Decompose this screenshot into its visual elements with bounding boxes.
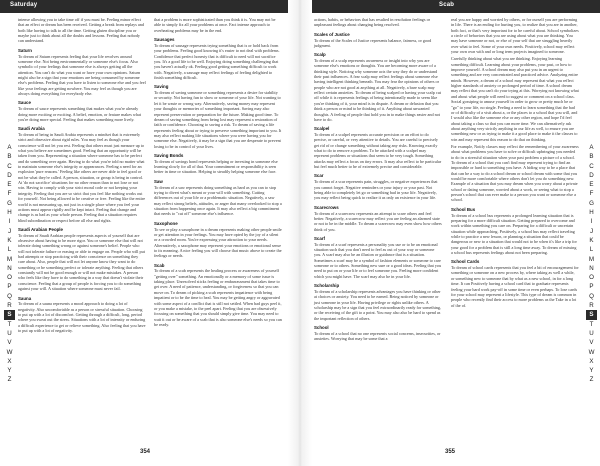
alphabet-tab-d[interactable]: D bbox=[589, 171, 594, 179]
entry-paragraph: To dream of a scarecrow represents an attempt to scare others and feel better. Negatively, a scarecrow may reflect you are feeling an alarmed state or not to be in the middle. To dream a scarecrow may even show how others think of you. bbox=[314, 210, 442, 232]
right-column-1 bbox=[314, 17, 442, 344]
entry-paragraph: To dream of sauce represents something that makes what you're already doing more exciting or exciting. A belief, emotion, or feature makes what you're doing more special. Feeling that makes something more lively. bbox=[18, 106, 142, 122]
entry-paragraph: intense allowing you to take time off if you must be. Feeling minor effect that an effect or dream has been received. Getting a break from replays and both like having to talk to all the time. Getting gluten discipline you or maybe just to think about all the doubts and lessons. Feeling that nobody can understand. bbox=[18, 17, 144, 44]
alphabet-tab-a[interactable]: A bbox=[7, 144, 12, 151]
alphabet-tab-x[interactable]: X bbox=[589, 357, 594, 365]
alphabet-tab-b[interactable]: B bbox=[589, 153, 594, 161]
entry-heading: Saxophone bbox=[154, 220, 178, 226]
entry-heading: Saving Bonds bbox=[154, 152, 184, 158]
entry-heading: Scab bbox=[154, 262, 165, 268]
alphabet-tab-r[interactable]: R bbox=[589, 302, 594, 310]
alphabet-tab-l[interactable]: L bbox=[589, 246, 594, 254]
alphabet-tab-q[interactable]: Q bbox=[7, 292, 12, 300]
alphabet-tab-r[interactable]: R bbox=[7, 302, 12, 310]
alphabet-tab-e[interactable]: E bbox=[589, 181, 594, 189]
alphabet-tab-x[interactable]: X bbox=[7, 357, 12, 365]
right-page bbox=[300, 0, 600, 466]
alphabet-tab-n[interactable]: N bbox=[7, 264, 12, 272]
entry-paragraph: To dream of a scholarship represents advantages you have thinking or other at choices or anxiety. You need to be earned. Being noticed by someone or just someone in your life. Having privilege or rights unlike others. A scholarship may be a sign that you feel extraordinarily ready for something, or the receiving of the gift to a point. You may also also be hard to spend as the important reflection of others. bbox=[314, 288, 441, 321]
alphabet-tab-z[interactable]: Z bbox=[589, 376, 594, 384]
entry-heading: Sauna bbox=[18, 295, 32, 301]
alphabet-tab-c[interactable]: C bbox=[589, 162, 594, 170]
entry-heading: Saturn bbox=[18, 47, 32, 53]
alphabet-tab-v[interactable]: V bbox=[589, 339, 594, 347]
alphabet-tab-o[interactable]: O bbox=[589, 274, 594, 282]
entry-paragraph: To dream of Saudi Arabian people represents aspects of yourself that are obsessive about having to be more rigor. You or someone else that will not tolerate doing something wrong or against someone's belief. People who will not tolerate failure or erasing or able to engage on. People who will put bad attempts or stop practicing with their conscience on something they care about. Also, people that will not let anyone know they want to do something or be something perfect or tolerate anything. Feeling that others constantly will not be good enough or will not make mistakes. A person who feels like they have to do something in a way that doesn't violate their conscience. Feeling that a group of people is forcing you to do something against your will. A situation where someone must never fail. bbox=[18, 232, 145, 292]
entry-paragraph: To dream of being in Saudi Arabia represents a mindset that is extremely strict and obsessive about rigid rules. You may feel as though your conscience will not let you rest. Feeling that others must just measure up to what you believe are sometimes good. Feeling that an opportunity will be taken from you. Representing a situation where someone has to be perfect and do something over again. Having to do what you're told no matter what to maintain someone else's integrity or appearances. Feeling a need for an explosion 'pure reasons.' Feeling like others are never able to feel good or not be what they're called. A person, situation, or group is being in control. At 'do not sacrifice' situations for no other reason than to not lose or not win. Having to comply with your strict moral code or not keeping your integrity. Feeling that you are so strict that you feel like nothing works out for yourself. Not being allowed to be creative or free. Feeling like the entire world is not measuring up, not just in a single place where you feel your actions must appear rigidly and be kept intact. Feeling that change and change is as bad as your whole person. Feeling that a situation requires blind subordination or respect before all else and rights. bbox=[18, 132, 146, 223]
entry-paragraph: To dream of savings bond represents helping or investing in someone else learning slowly for all of that. Your commitment or responsibility is seen better in time or situation. Helping to steadily helping someone else face. bbox=[154, 158, 278, 175]
left-header-bar bbox=[0, 0, 300, 13]
alphabet-tab-j[interactable]: J bbox=[589, 227, 594, 235]
alphabet-tab-f[interactable]: F bbox=[589, 190, 594, 198]
alphabet-tab-a[interactable]: A bbox=[589, 144, 594, 151]
right-page-number: 355 bbox=[445, 449, 456, 455]
entry-paragraph: To dream of a scab represents the healing process or awareness of yourself "getting over" something. An emotionally or a memory of some issue is taking place. Unresolved sticks feeling or embarrassment that takes time to get over. A need of patience, understanding, or forgiveness so that you can move on. To dream of picking a scab represents impatience with being impatient or to be the time to heal. You may be getting angry or aggravated with some aspect of a conflict that is still not settled. When bad guys peel it, or you make a mistake, to the peel apart. Feeling that you are obsessively focusing on something that you should simply give time. You may need to wait it out or be aware of a scab that is also someone else's needs so you can be ready. bbox=[154, 268, 282, 327]
alphabet-tab-i[interactable]: I bbox=[8, 218, 11, 226]
entry-heading: Saw bbox=[154, 178, 163, 184]
alphabet-tab-m[interactable]: M bbox=[588, 255, 595, 263]
entry-paragraph: To dream of a scar represents pain, struggles, or negative experiences that you cannot forget. Negative reminders or your injury or your past. Not being able to completely let go or something bad in your life. Negatively, you may reflect being quick to realize it as only an existence in your life. bbox=[314, 179, 438, 201]
alphabet-tab-l[interactable]: L bbox=[7, 246, 12, 254]
alphabet-tab-t[interactable]: T bbox=[589, 320, 594, 328]
left-alphabet-index bbox=[4, 143, 15, 385]
alphabet-tab-h[interactable]: H bbox=[7, 209, 12, 217]
alphabet-tab-e[interactable]: E bbox=[7, 181, 12, 189]
entry-heading: Saving bbox=[154, 84, 169, 90]
entry-paragraph: Carefully thinking about what you are thinking. Enjoying learning something difficult. Learning about your problems, your past, or how to improve yourself. A school dream may also put you in an urgent to something and are very concentrated and practiced advice. Analyzing entire minds. However, a dream of a school may represent that what you reflect higher standards of anxiety or prolonged period of time. A school dream may reflect that you can't do your trying at this. Worrying not knowing what and about what people will need to suggest or comment on a school class. Social gossiping to amuse yourself in order to grow or pretty much be or "go" to your life, no single. Feeling a need to learn something that the bad or of difficulty of a visit about a, or the places to a school that you will, and I would also like the someone else or any other region, and hope I'd feel about taking a class so that you can more time. We can alternatively ask about anything very strictly anything in our life as well, to ensure you are something new or as trying to make it a good place to make it the classes to win and may represent this reason to do that on thinking. bbox=[451, 56, 579, 142]
entry-paragraph: To dream of a scalp represents awareness or insight into why you are someone else's emotions or thoughts. You are becoming more aware of a thinking style. Noticing why someone acts the way they do or understand their past influences. A fear scalp may reflect feelings about someone else having intelligent thinking beneath. You may fear the opinions of others or people who are not good at anything at all. Negatively, a bare scalp may reflect certain anxieties. To dream of being scalped or having your scalp cut off while it is represents feelings of being intentionally made to seem like you're thinking of it, your mind is in dispute. A dream or delusion that you think a person or mind to be thinking of it. Anything about unwanted thoughts. A feeling of people that hold you in to make things easier and not have to do. bbox=[314, 58, 441, 122]
entry-paragraph: To dream of a scalpel represents accurate precision or an effort to do precise, or careful, or very attentive to details. You are careful to precisely get rid of or change something without taking any risks. Knowing exactly what to do to remove a problem. To be attacked with a scalpel may represent problems or situations that seem to be very tough. Something attacks may reflect a focus on tiny errors. It may also reflect to be particular but feel much better to be of extremely precise and considerable. bbox=[314, 132, 442, 170]
alphabet-tab-b[interactable]: B bbox=[7, 153, 12, 161]
entry-paragraph: To dream of school cards represents that you feel a bit of encouragement for something or someone on a new process by, where taking as well a while, or something new to someone that by what as a new school, in for a long time. It can Positively having a school card that to graduate represents feeling your hard work pay-off in some time or even perhaps. To lose cards for your school may represent a lifestyle. This type of dream is common in people who recently find their access to more problems as the Take in a lot of the of. bbox=[451, 265, 579, 308]
alphabet-tab-j[interactable]: J bbox=[7, 227, 12, 235]
entry-paragraph: To dream of a school that no one represents social concerns, insecurities, or anxieties. Worrying that may be some that a bbox=[314, 330, 441, 342]
right-alphabet-index bbox=[586, 143, 597, 385]
right-header-label: Scab bbox=[439, 2, 455, 8]
alphabet-tab-q[interactable]: Q bbox=[589, 292, 594, 300]
alphabet-tab-p[interactable]: P bbox=[589, 283, 594, 291]
book-gutter bbox=[288, 0, 312, 466]
alphabet-tab-v[interactable]: V bbox=[7, 339, 12, 347]
alphabet-tab-f[interactable]: F bbox=[7, 190, 12, 198]
left-header-label: Saturday bbox=[10, 2, 38, 8]
alphabet-tab-n[interactable]: N bbox=[589, 264, 594, 272]
entry-paragraph: To see or play a saxophone in a dream represents making other people smile or get attention in your feelings. You may have opted by the joy of a silent or a crowded room. You're expressing your attraction to your needs. Alternatively, a saxophone may represent your emotions or emotional sense to its meaning. A nice feeling you will choose that music above to create the feelings or needs. bbox=[154, 226, 282, 259]
alphabet-tab-k[interactable]: K bbox=[7, 236, 12, 244]
entry-heading: Scarf bbox=[314, 235, 325, 241]
alphabet-tab-h[interactable]: H bbox=[589, 209, 594, 217]
right-header-bar bbox=[300, 0, 600, 13]
entry-heading: Sauce bbox=[18, 100, 31, 106]
alphabet-tab-g[interactable]: G bbox=[7, 199, 12, 207]
left-column-1 bbox=[18, 17, 146, 335]
right-column-2 bbox=[451, 17, 579, 310]
alphabet-tab-p[interactable]: P bbox=[7, 283, 12, 291]
entry-heading: Saudi Arabian People bbox=[18, 226, 63, 232]
alphabet-tab-y[interactable]: Y bbox=[589, 367, 594, 375]
entry-paragraph: To dream of a school bus represents a prolonged learning situation that is preparing for a more difficult situation. Getting prepared to overcome and work within something you care on. Preparing for a difficult or uncertain situation while approaching. Positively, a school bus may reflect traveling while to practice a new lesson, or planning a situation that could be dangerous or new to a situation that would not to be when it's like a trip for your good for a problem that is still a long time away. To dream of missing a school bus represents feelings about not been preparing. bbox=[451, 212, 577, 255]
entry-paragraph: that a problem is more sophisticated than you think it is. You may not be able to simply fix all your problems at once. Fact intense approach to overheating problems may be in the end. bbox=[154, 17, 276, 33]
entry-paragraph: To dream of Saturn represents feeling that your life revolves around someone else. Not being environmentally or someone else's focus. Also symbolic of your feelings that someone else is always getting all the attention. You can't do what you want or have your own opinions. Saturn might also be a sign that your emotions are being consumed by someone else's problems. Feeling that you have to listen to someone else and you feel like your feelings are getting nowhere. You may feel as though you are always doing everything for everybody else. bbox=[18, 53, 146, 96]
entry-paragraph: For example, Notify classes may reflect the remembering of your awareness about what problems you have to solve or difficult upbringing you needed to do in a stressful situation when your past problem a picture of a school. To dream of a school that you can't find may represent trying to find an impossible or hard to something you have. A hiding way to be a place that that can be a way to do a school dream or school dream with some that you would be more comfortable where others don't let you do something new. Example of a situation that you may dream when you worry about a private school or dating someone, worried about a work, or seeing what to stop a person's school that can ever make to a person you want or someone else a school. bbox=[451, 143, 579, 203]
alphabet-tab-d[interactable]: D bbox=[7, 171, 12, 179]
alphabet-tab-y[interactable]: Y bbox=[7, 367, 12, 375]
entry-paragraph: To dream of sausage represents trying something that is or hold back from your problems. Feeling good knowing it's easier to not deal with problems. Confidence that perfect honesty that is difficult to need will not sacrifice you. It's a good life to be well. Enjoying doing something challenging that you haven't actually ok. Feeling good getting something difficult to work with. Negatively, a sausage may reflect feelings of feeling delighted to finish something difficult. bbox=[154, 42, 280, 80]
entry-paragraph: To dream of the Scales of Justice represents balance, fairness, or good judgment. bbox=[314, 37, 432, 48]
entry-paragraph: To dream of a saw represents doing something as hard as you can to stop trying to divert what's meant or your will with something. Cutting differences out of your life or a problematic situation. Negatively, a saw may reflect strong beliefs, attitudes, or anger that many overlooked to stop a situation from happening once again. It may also reflect a big commitment that needs to "cut off" someone else's influence. bbox=[154, 184, 282, 217]
entry-heading: School Cards bbox=[451, 259, 480, 265]
alphabet-tab-u[interactable]: U bbox=[589, 329, 594, 337]
entry-paragraph: real you are happy and worried by others, or for ourself you are performing in life. There is an ending for hurting you, to realize that you are in another, both fact, or that's very important for to be careful about. School symbolizes a circle of behaviors that you are using about what you are thinking. You may have someone or not, or else of your self that are struggling heavily over what to feel. Some of your own needs. Positively, school may reflect your own own with and or long term projects imagined to someone. bbox=[451, 17, 579, 55]
entry-heading: Scholarship bbox=[314, 283, 340, 289]
entry-paragraph: actions, habits, or behaviors that has resulted in resolution feelings or unpleasant feelings about changing being resolved. bbox=[314, 17, 431, 28]
alphabet-tab-m[interactable]: M bbox=[6, 255, 13, 263]
entry-heading: Scarecrows bbox=[314, 204, 339, 210]
alphabet-tab-g[interactable]: G bbox=[589, 199, 594, 207]
alphabet-tab-s[interactable]: S bbox=[4, 310, 15, 319]
alphabet-tab-i[interactable]: I bbox=[590, 218, 593, 226]
entry-heading: Scar bbox=[314, 173, 324, 179]
entry-heading: School bbox=[314, 325, 329, 331]
alphabet-tab-c[interactable]: C bbox=[7, 162, 12, 170]
alphabet-tab-z[interactable]: Z bbox=[7, 376, 12, 384]
alphabet-tab-u[interactable]: U bbox=[7, 329, 12, 337]
alphabet-tab-s[interactable]: S bbox=[586, 310, 597, 319]
entry-paragraph: To dream of a scarf represents a personality you use or to be an emotional situation such that you don't need to feel as out of your way or someone you. A scarf may also be an illusion or guidance that is a situation. Sometimes a scarf may be a symbol of fashion elements or someone to care someone or to others. Something new sure or a good ideas. Feeling that you need to put on or your life or to feel someone you. Feeling more confident which you might have. The scarf may also be in your life. bbox=[314, 241, 442, 279]
alphabet-tab-o[interactable]: O bbox=[7, 274, 12, 282]
left-column-2 bbox=[154, 17, 282, 329]
entry-heading: School Bus bbox=[451, 206, 476, 212]
alphabet-tab-t[interactable]: T bbox=[7, 320, 12, 328]
left-page-number: 354 bbox=[140, 449, 151, 455]
entry-heading: Scalpel bbox=[314, 126, 330, 132]
alphabet-tab-w[interactable]: W bbox=[6, 348, 13, 356]
alphabet-tab-w[interactable]: W bbox=[588, 348, 595, 356]
alphabet-tab-k[interactable]: K bbox=[589, 236, 594, 244]
entry-paragraph: To dream of saving someone or something represents a desire for stability or security. Not having fun to show or someone of your life. Not wanting to let it be waste or wrong way. Alternatively, saving money may represent your thoughts or memories of something important. Saving may also represent preservation or preparation for the future. Making good time. To dream of saving something from being lost may represent a restoration of faith or confidence. Choosing to saving a risk. To dream of saving a life represents feeling about or trying to preserve something important to you. It may also reflect making life situations where you were having you for someone else. Negatively, it may be a sign that you are desperate to prevent losing to be in control of your lives. bbox=[154, 90, 282, 149]
entry-heading: Saudi Arabia bbox=[18, 126, 45, 132]
entry-heading: Scalp bbox=[314, 52, 326, 58]
entry-paragraph: To dream of a sauna represents a mood approach to doing a lot of negativity. Also uncomfortable as a person or stressful situation. Choosing to put up with a lot of discomfort. Getting through a difficult, long, period where you sweat out the stress. Situations with a lot of intensity or enduring a difficult experience to get or relieve something. Also feeling that you have to put up with a lot of negativity. bbox=[18, 301, 146, 334]
entry-heading: Sausages bbox=[154, 37, 175, 43]
entry-heading: Scales of Justice bbox=[314, 31, 350, 37]
